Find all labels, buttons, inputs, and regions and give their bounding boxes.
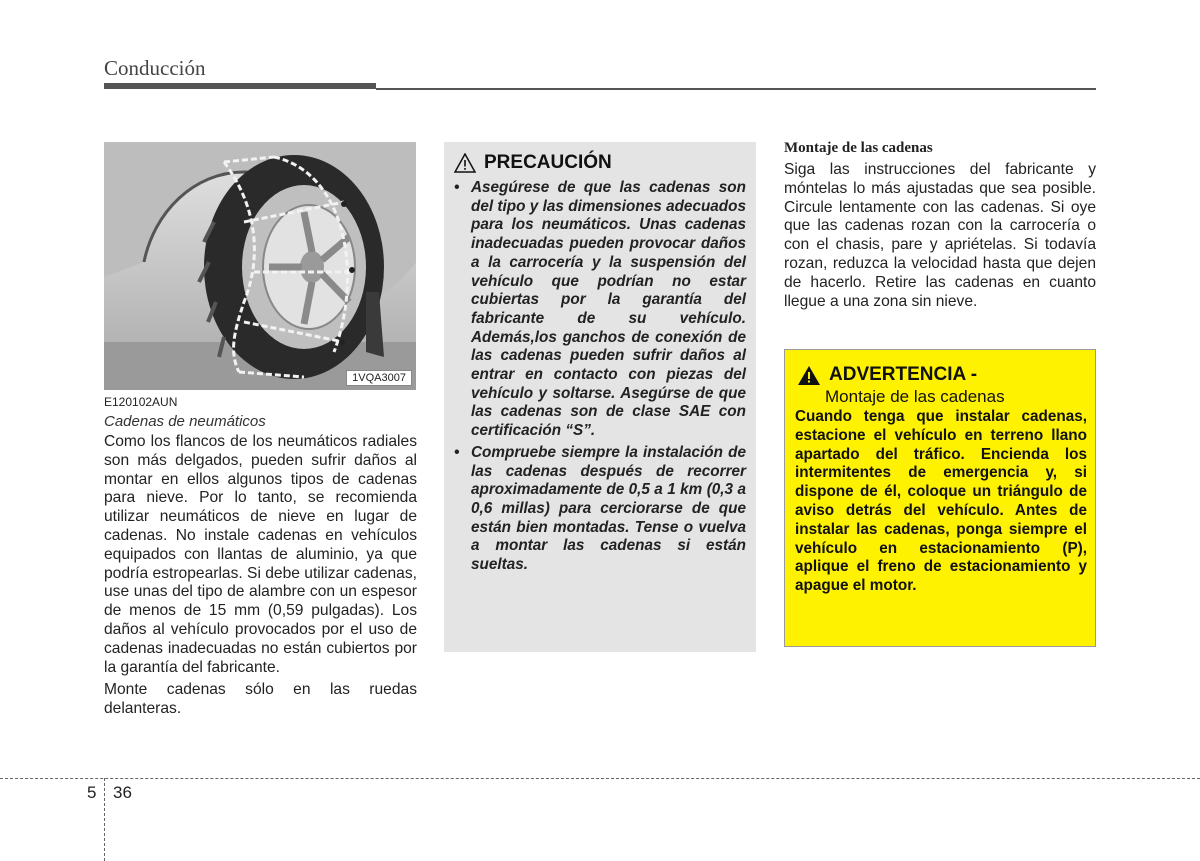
caution-list (454, 179, 746, 578)
figure-code: 1VQA3007 (346, 370, 412, 386)
warning-header (797, 364, 977, 386)
tire-chain-drawing (104, 142, 416, 390)
caution-box (444, 142, 756, 652)
section-heading: Cadenas de neumáticos (104, 413, 266, 430)
caution-item-text: Compruebe siempre la instalación de las cadenas después de recorrer aproximadamente de 0,5 a 1 km (0,3 a 0,6 millas) para cerciorarse de que están bien montadas. Tense o vuelva a montar las cadenas si están sueltas. (471, 443, 746, 574)
body-text (104, 433, 417, 723)
warning-text: Cuando tenga que instalar cadenas, estacione el vehículo en terreno llano apartado del tráfico. Encienda los intermitentes de emergencia y, si dispone de él, coloque un triángulo de aviso detrás del vehículo. Antes de instalar las cadenas, ponga siempre el vehículo en estacionamiento (P), aplique el freno de estacionamiento y apague el motor. (795, 408, 1087, 595)
caution-item-text: Asegúrese de que las cadenas son del tipo y las dimensiones adecuados para los neumáticos. Unas cadenas inadecuadas pueden provocar daños a la carrocería y la suspensión del vehículo que podrían no estar cubiertas por la garantía del fabricante de su vehículo. Además,los ganchos de conexión de las cadenas pueden sufrir daños al entrar en contacto con piezas del vehículo y soltarse. Asegúrse de que las cadenas son de clase SAE con certificación “S”. (471, 179, 746, 440)
footer-divider (0, 778, 1200, 779)
header-rule-thick (104, 83, 376, 89)
warning-title: ADVERTENCIA - (829, 364, 978, 385)
montaje-text: Siga las instrucciones del fabricante y móntelas lo más ajustadas que sea posible. Circule lentamente con las cadenas. Si oye que las cadenas rozan con la carrocería o con el chasis, pare y apriételas. Si todavía rozan, reduzca la velocidad hasta que dejen de hacerlo. Retire las cadenas en cuanto llegue a una zona sin nieve. (784, 161, 1096, 310)
bullet: • (454, 443, 460, 461)
montaje-heading: Montaje de las cadenas (784, 140, 933, 156)
page-header-title: Conducción (104, 56, 206, 80)
caution-title: PRECAUCIÓN (484, 152, 612, 173)
tire-chain-illustration (104, 142, 416, 390)
caution-triangle-icon (454, 153, 476, 173)
body-paragraph: Monte cadenas sólo en las ruedas delanteras. (104, 681, 417, 718)
warning-box (784, 349, 1096, 647)
caution-item (454, 444, 746, 575)
warning-subtitle: Montaje de las cadenas (825, 387, 1005, 406)
chapter-number: 5 (87, 783, 97, 802)
warning-triangle-icon (797, 365, 821, 386)
body-paragraph: Como los flancos de los neumáticos radiales son más delgados, pueden sufrir daños al montar en ellos algunos tipos de cadenas para nieve. Por lo tanto, se recomienda utilizar neumáticos de nieve en lugar de cadenas. No instale cadenas en vehículos equipados con llantas de aluminio, ya que podría estropearlas. Si debe utilizar cadenas, use unas del tipo de alambre con un espesor de menos de 15 mm (0,59 pulgadas). Los daños al vehículo provocados por el uso de cadenas inadecuadas no están cubiertos por la garantía del fabricante. (104, 433, 417, 676)
page-number: 36 (113, 783, 132, 802)
footer-vertical-divider (104, 778, 105, 861)
caution-header (454, 152, 612, 174)
bullet: • (454, 179, 460, 196)
header-rule-thin (376, 88, 1096, 90)
caution-item (454, 179, 746, 441)
figure-caption: E120102AUN (104, 395, 178, 409)
